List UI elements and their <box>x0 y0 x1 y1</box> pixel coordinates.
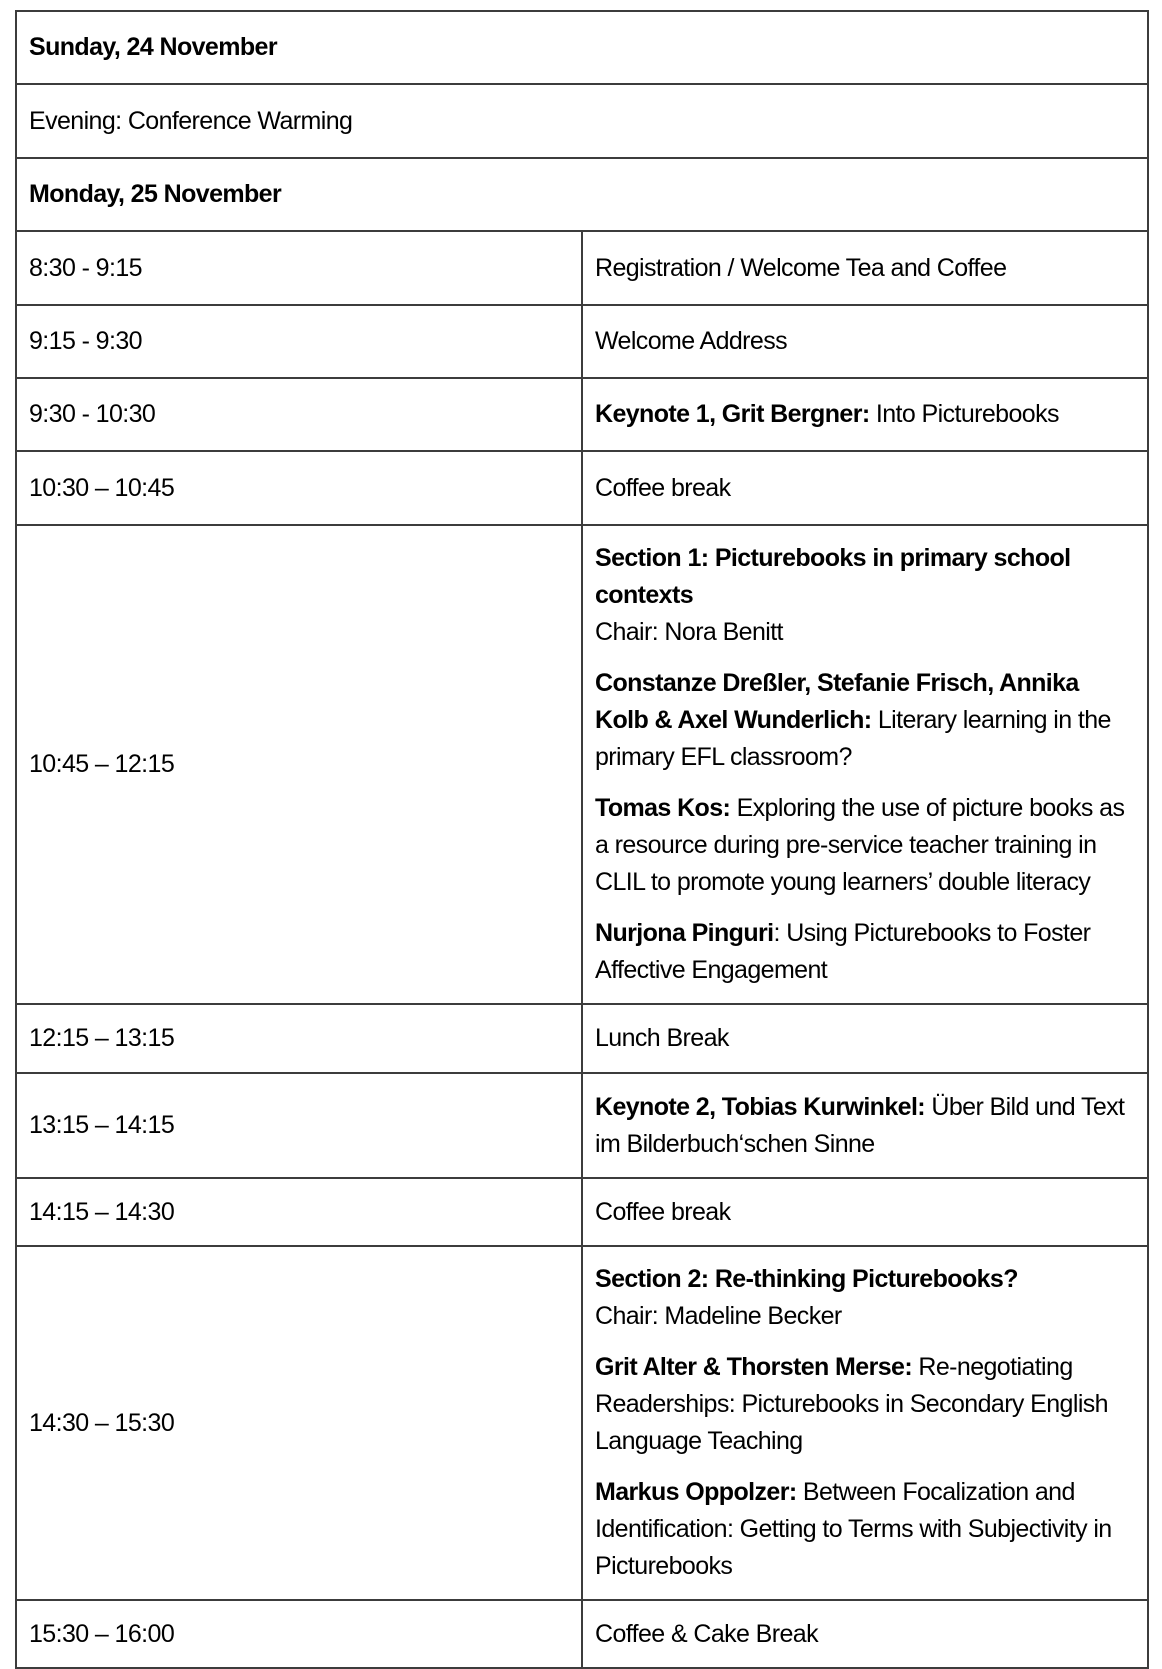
talk-entry <box>595 1349 1135 1460</box>
day-header: Monday, 25 November <box>16 158 1148 231</box>
time-slot: 12:15 – 13:15 <box>16 1004 582 1073</box>
speaker-name: Nurjona Pinguri <box>595 919 774 947</box>
conference-schedule-table <box>15 10 1149 1669</box>
talk-title: : Using Picturebooks to Foster Affective Engagement <box>595 919 1091 984</box>
talk-entry <box>595 915 1135 989</box>
schedule-row <box>16 1246 1148 1600</box>
time-slot: 10:30 – 10:45 <box>16 451 582 525</box>
speaker-name: Keynote 1, Grit Bergner: <box>595 400 870 428</box>
schedule-row <box>16 1004 1148 1073</box>
talk-title: Literary learning in the primary EFL classroom? <box>595 706 1111 771</box>
event-cell <box>582 378 1148 451</box>
schedule-row <box>16 231 1148 305</box>
talk-entry <box>595 665 1135 776</box>
event-cell <box>582 1073 1148 1178</box>
day-header-row <box>16 11 1148 84</box>
talk-entry <box>595 790 1135 901</box>
schedule-row <box>16 305 1148 378</box>
time-slot: 9:30 - 10:30 <box>16 378 582 451</box>
event-text: Coffee & Cake Break <box>582 1600 1148 1668</box>
section-block <box>595 1261 1135 1335</box>
talk-entry <box>595 1474 1135 1585</box>
section-chair: Chair: Nora Benitt <box>595 618 783 646</box>
schedule-row <box>16 451 1148 525</box>
talk-title: Into Picturebooks <box>869 400 1059 428</box>
speaker-name: Markus Oppolzer: <box>595 1478 797 1506</box>
event-text: Coffee break <box>582 451 1148 525</box>
talk-title: Exploring the use of picture books as a resource during pre-service teacher training in CLIL to promote young learners’ double literacy <box>595 794 1125 896</box>
schedule-row <box>16 525 1148 1004</box>
time-slot: 8:30 - 9:15 <box>16 231 582 305</box>
day-note: Evening: Conference Warming <box>16 84 1148 158</box>
event-text: Lunch Break <box>582 1004 1148 1073</box>
speaker-name: Grit Alter & Thorsten Merse: <box>595 1353 913 1381</box>
time-slot: 13:15 – 14:15 <box>16 1073 582 1178</box>
talk-title: Re-negotiating Readerships: Picturebooks in Secondary English Language Teaching <box>595 1353 1108 1455</box>
section-cell <box>582 1246 1148 1600</box>
schedule-row <box>16 1600 1148 1668</box>
schedule-row <box>16 1073 1148 1178</box>
speaker-name: Constanze Dreßler, Stefanie Frisch, Annika Kolb & Axel Wunderlich: <box>595 669 1079 734</box>
talk-title: Between Focalization and Identification: Getting to Terms with Subjectivity in Picturebooks <box>595 1478 1112 1580</box>
time-slot: 14:15 – 14:30 <box>16 1178 582 1246</box>
event-text: Welcome Address <box>582 305 1148 378</box>
speaker-name: Keynote 2, Tobias Kurwinkel: <box>595 1092 926 1121</box>
section-title: Section 1: Picturebooks in primary school contexts <box>595 544 1071 609</box>
day-header-row <box>16 158 1148 231</box>
section-block <box>595 540 1135 651</box>
event-text: Coffee break <box>582 1178 1148 1246</box>
day-header: Sunday, 24 November <box>16 11 1148 84</box>
schedule-row <box>16 378 1148 451</box>
schedule-row <box>16 84 1148 158</box>
time-slot: 14:30 – 15:30 <box>16 1246 582 1600</box>
time-slot: 9:15 - 9:30 <box>16 305 582 378</box>
time-slot: 15:30 – 16:00 <box>16 1600 582 1668</box>
talk-title: Über Bild und Text im Bilderbuch‘schen Sinne <box>595 1092 1125 1158</box>
section-chair: Chair: Madeline Becker <box>595 1302 842 1330</box>
speaker-name: Tomas Kos: <box>595 794 731 822</box>
schedule-row <box>16 1178 1148 1246</box>
section-cell <box>582 525 1148 1004</box>
event-text: Registration / Welcome Tea and Coffee <box>582 231 1148 305</box>
time-slot: 10:45 – 12:15 <box>16 525 582 1004</box>
section-title: Section 2: Re-thinking Picturebooks? <box>595 1265 1018 1293</box>
